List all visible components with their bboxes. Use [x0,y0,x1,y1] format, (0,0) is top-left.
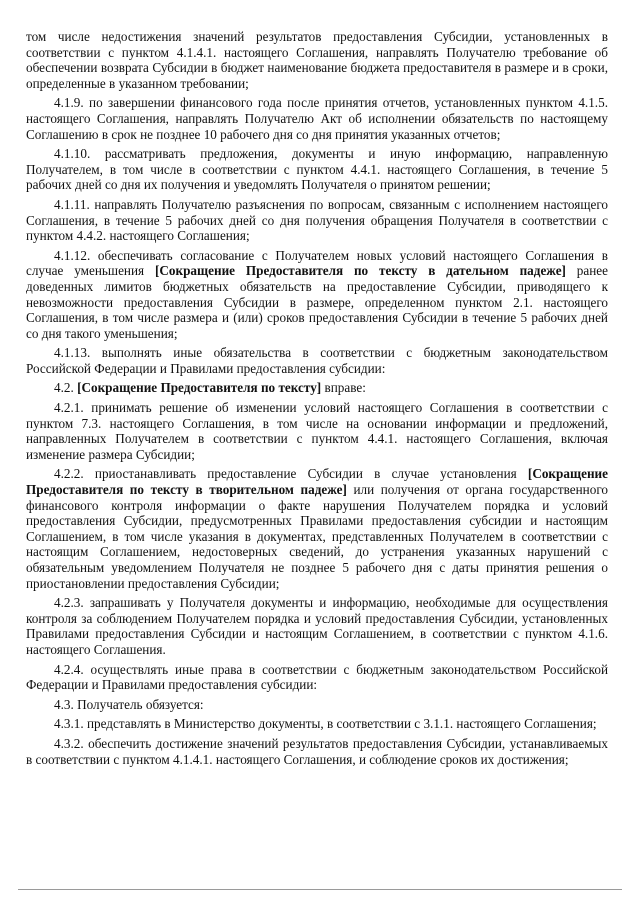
clause-4-1-12: 4.1.12. обеспечивать согласование с Получателем новых условий настоящего Соглашения в случае уменьшения [Сокращение Предоставителя по тексту в дательном падеже] ранее доведенных лимитов бюджетных обязательств на предоставление Субсидии, приводящего к невозможности предоставления Субсидии в размере, определенном пунктом 2.1. настоящего Соглашения, в том числе размера и (или) сроков предоставления Субсидии в течение 5 рабочих дней со дня такого уменьшения; [26,247,609,341]
clause-4-3: 4.3. Получатель обязуется: [54,696,204,712]
placeholder-nominative: [Сокращение Предоставителя по тексту] [77,380,322,396]
clause-4-1-10: 4.1.10. рассматривать предложения, документы и иную информацию, направленную Получателем, в том числе в соответствии с пунктом 4.4.1. настоящего Соглашения, в течение 5 рабочих дней со дня их получения и уведомлять Получателя о принятом решении; [26,146,608,193]
clause-4-2-3: 4.2.3. запрашивать у Получателя документы и информацию, необходимые для осуществления контроля за соблюдением Получателем порядка и условий предоставления Субсидии, установленных Правилами предоставления Субсидии и настоящим Соглашением, в соответствии с пунктом 4.1.6. настоящего Соглашения. [26,595,608,657]
clause-4-1-11: 4.1.11. направлять Получателю разъяснения по вопросам, связанным с исполнением настоящего Соглашения, в течение 5 рабочих дней со дня получения обращения Получателя в соответствии с пунктом 4.4.2. настоящего Соглашения; [26,196,608,244]
clause-4-2-1: 4.2.1. принимать решение об изменении условий настоящего Соглашения в соответствии с пунктом 7.3. настоящего Соглашения, в том числе на основании информации и предложений, направленных Получателем в соответствии с пунктом 4.4.1. настоящего Соглашения, включая изменение размера Субсидии; [26,400,608,462]
document-body [26,29,608,771]
clause-4-1-13: 4.1.13. выполнять иные обязательства в соответствии с бюджетным законодательством Российской Федерации и Правилами предоставления субсидии: [26,345,608,376]
clause-4-3-1: 4.3.1. представлять в Министерство документы, в соответствии с 3.1.1. настоящего Соглашения; [54,716,597,732]
paragraph-continuation: том числе недостижения значений результатов предоставления Субсидии, установленных в соответствии с пунктом 4.1.4.1. настоящего Соглашения, направлять Получателю требование об обеспечении возврата Субсидии в бюджет наименование бюджета предоставителя в размере и в сроки, определенные в указанном требовании; [26,29,608,91]
clause-4-3-2: 4.3.2. обеспечить достижение значений результатов предоставления Субсидии, устанавливаемых в соответствии с пунктом 4.1.4.1. настоящего Соглашения, и соблюдение сроков их достижения; [26,735,608,767]
placeholder-dative: [Сокращение Предоставителя по тексту в дательном падеже] [154,263,566,279]
clause-4-2-2: 4.2.2. приостанавливать предоставление Субсидии в случае установления [Сокращение Предоставителя по тексту в творительном падеже] или получения от органа государственного финансового контроля информации о факте нарушения Получателем порядка и условий предоставления Субсидии, предусмотренных Правилами предоставления субсидии и настоящим Соглашением, в том числе указания в документах, представленных Получателем в соответствии с настоящим Соглашением, недостоверных сведений, до устранения указанных нарушений с обязательным уведомлением Получателя не позднее 5 рабочего дня с даты принятия решения о приостановлении предоставления Субсидии; [26,466,608,591]
clause-4-2: 4.2. [Сокращение Предоставителя по тексту] вправе: [54,380,366,396]
page-bottom-divider [18,889,622,890]
placeholder-instrumental: [Сокращение Предоставителя по тексту в творительном падеже] [26,466,608,498]
clause-4-2-4: 4.2.4. осуществлять иные права в соответствии с бюджетным законодательством Российской Федерации и Правилами предоставления субсидии: [26,661,608,693]
clause-4-1-9: 4.1.9. по завершении финансового года после принятия отчетов, установленных пунктом 4.1.5. настоящего Соглашения, направлять Получателю Акт об исполнении обязательств по настоящему Соглашению в срок не позднее 10 рабочего дня со дня принятия указанных отчетов; [26,95,608,142]
